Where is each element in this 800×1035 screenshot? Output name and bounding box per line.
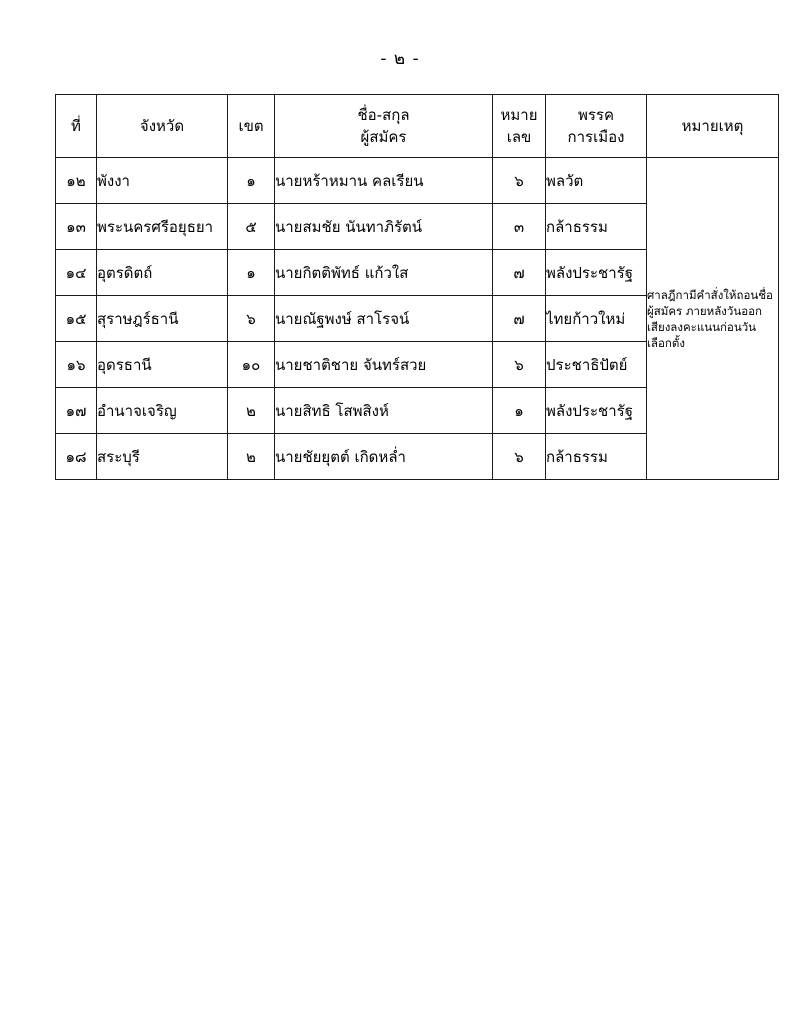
cell-party: พลังประชารัฐ	[546, 388, 647, 434]
column-header-candidate	[275, 95, 493, 158]
column-header-party	[546, 95, 647, 158]
remark-text: ศาลฎีกามีคำสั่งให้ถอนชื่อผู้สมัคร ภายหลังวันออกเสียงลงคะแนนก่อนวันเลือกตั้ง	[647, 287, 773, 350]
cell-candidate: นายสิทธิ โสพสิงห์	[275, 388, 493, 434]
cell-district: ๒	[228, 388, 275, 434]
cell-district: ๑	[228, 250, 275, 296]
column-header-remark: หมายเหตุ	[647, 95, 779, 158]
cell-no: ๑๓	[56, 204, 97, 250]
cell-no: ๑๖	[56, 342, 97, 388]
column-header-party-line1: พรรค	[577, 106, 615, 124]
cell-candidate: นายสมชัย นันทาภิรัตน์	[275, 204, 493, 250]
table-row	[56, 158, 779, 204]
column-header-number	[493, 95, 546, 158]
cell-no: ๑๘	[56, 434, 97, 480]
cell-district: ๑๐	[228, 342, 275, 388]
cell-district: ๖	[228, 296, 275, 342]
cell-no: ๑๒	[56, 158, 97, 204]
cell-province: พระนครศรีอยุธยา	[97, 204, 228, 250]
cell-province: สระบุรี	[97, 434, 228, 480]
cell-number: ๗	[493, 250, 546, 296]
cell-number: ๗	[493, 296, 546, 342]
cell-province: อุตรดิตถ์	[97, 250, 228, 296]
cell-no: ๑๕	[56, 296, 97, 342]
cell-candidate: นายณัฐพงษ์ สาโรจน์	[275, 296, 493, 342]
cell-party: พลวัต	[546, 158, 647, 204]
table-body	[56, 158, 779, 480]
column-header-no: ที่	[56, 95, 97, 158]
cell-party: ไทยก้าวใหม่	[546, 296, 647, 342]
column-header-candidate-line2: ผู้สมัคร	[360, 128, 407, 146]
cell-district: ๑	[228, 158, 275, 204]
cell-party: กล้าธรรม	[546, 434, 647, 480]
cell-province: อุดรธานี	[97, 342, 228, 388]
table-header-row	[56, 95, 779, 158]
column-header-province: จังหวัด	[97, 95, 228, 158]
candidate-table	[55, 94, 779, 480]
cell-remark-merged	[647, 158, 779, 480]
cell-candidate: นายชัยยุตต์ เกิดหล่ำ	[275, 434, 493, 480]
cell-no: ๑๔	[56, 250, 97, 296]
cell-no: ๑๗	[56, 388, 97, 434]
table-header	[56, 95, 779, 158]
column-header-number-line1: หมาย	[500, 106, 538, 124]
cell-party: กล้าธรรม	[546, 204, 647, 250]
column-header-district: เขต	[228, 95, 275, 158]
cell-district: ๕	[228, 204, 275, 250]
cell-province: สุราษฎร์ธานี	[97, 296, 228, 342]
cell-number: ๓	[493, 204, 546, 250]
cell-province: พังงา	[97, 158, 228, 204]
cell-number: ๖	[493, 434, 546, 480]
cell-number: ๑	[493, 388, 546, 434]
cell-candidate: นายชาติชาย จันทร์สวย	[275, 342, 493, 388]
cell-party: ประชาธิปัตย์	[546, 342, 647, 388]
cell-number: ๖	[493, 342, 546, 388]
column-header-candidate-line1: ชื่อ-สกุล	[357, 106, 410, 124]
cell-party: พลังประชารัฐ	[546, 250, 647, 296]
cell-district: ๒	[228, 434, 275, 480]
cell-candidate: นายหร้าหมาน คลเรียน	[275, 158, 493, 204]
cell-province: อำนาจเจริญ	[97, 388, 228, 434]
page-number: - ๒ -	[380, 49, 420, 69]
cell-candidate: นายกิตติพัทธ์ แก้วใส	[275, 250, 493, 296]
cell-number: ๖	[493, 158, 546, 204]
column-header-number-line2: เลข	[506, 128, 532, 146]
candidate-table-container	[55, 94, 771, 480]
column-header-party-line2: การเมือง	[567, 128, 625, 146]
